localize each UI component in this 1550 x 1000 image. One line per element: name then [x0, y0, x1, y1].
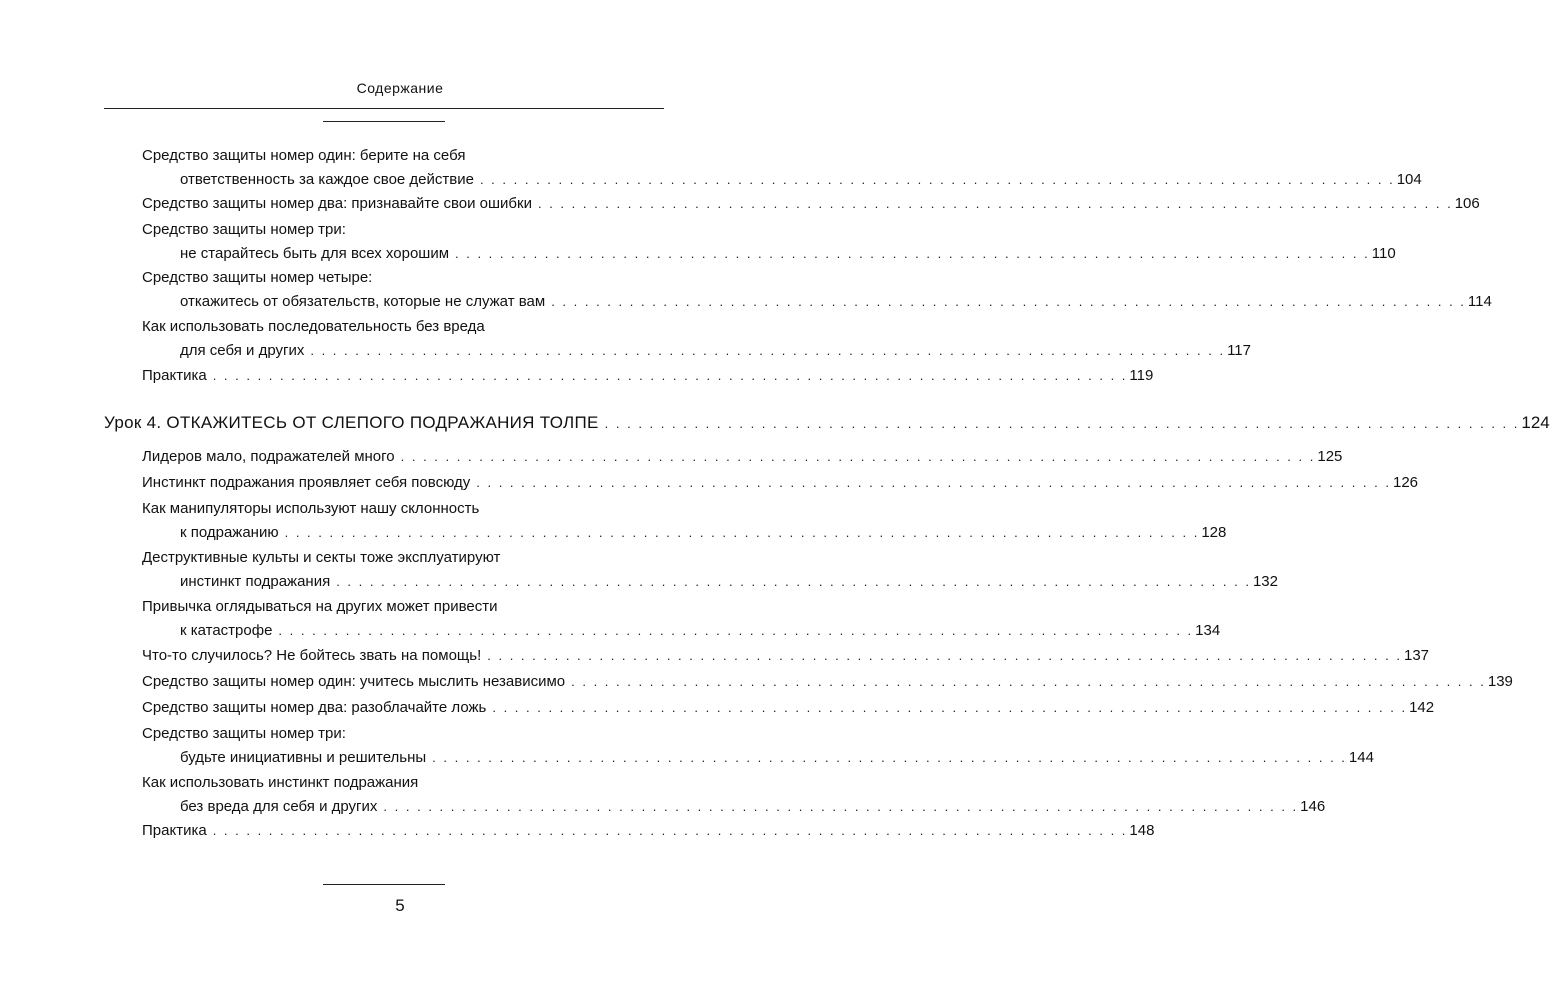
lesson-title: Урок 4. ОТКАЖИТЕСЬ ОТ СЛЕПОГО ПОДРАЖАНИЯ ТОЛПЕ [104, 413, 599, 432]
toc-page-number: 148 [1129, 822, 1155, 839]
toc-entry-line-last [142, 339, 1251, 363]
header-short-rule [323, 121, 445, 122]
toc-entry [142, 315, 1251, 363]
toc-page-number: 114 [1467, 293, 1492, 310]
running-head: Содержание [356, 80, 444, 96]
toc-entry-line: Как использовать инстинкт подражания [142, 774, 419, 791]
toc-entry-text: Что-то случилось? Не бойтесь звать на помощь! [142, 647, 482, 664]
toc-entry [142, 644, 1430, 668]
toc-entry-text: к подражанию [180, 524, 279, 541]
header-rule [104, 108, 664, 109]
toc-entry-line-last [142, 290, 1492, 314]
toc-entry-line: Как использовать последовательность без вреда [142, 318, 485, 335]
toc-entry-line-last [142, 795, 1326, 819]
lesson-heading-line [104, 411, 1550, 435]
footer-rule [323, 884, 445, 885]
toc-entry-line: Привычка оглядываться на других может привести [142, 598, 498, 615]
toc-entry [142, 144, 1422, 192]
leader-dots: . . . . . . . . . . . . . . . . . . . . . . . . . . . . . . . . . . . . . . . . . . . . . . . . . . . . . . . . . . . . . . . . . . . . . . . . . . . . . . . . . . [212, 823, 1128, 838]
toc-entry [142, 192, 1480, 216]
leader-dots: . . . . . . . . . . . . . . . . . . . . . . . . . . . . . . . . . . . . . . . . . . . . . . . . . . . . . . . . . . . . . . . . . . . . . . . . . . . . . . . . . . [432, 750, 1347, 765]
page-number: 5 [395, 896, 405, 915]
leader-dots: . . . . . . . . . . . . . . . . . . . . . . . . . . . . . . . . . . . . . . . . . . . . . . . . . . . . . . . . . . . . . . . . . . . . . . . . . . . . . . . . . . [400, 449, 1316, 464]
leader-dots: . . . . . . . . . . . . . . . . . . . . . . . . . . . . . . . . . . . . . . . . . . . . . . . . . . . . . . . . . . . . . . . . . . . . . . . . . . . . . . . . . . [476, 475, 1391, 490]
toc-entry-line: Как манипуляторы используют нашу склонность [142, 500, 480, 517]
toc-page-number: 144 [1348, 749, 1374, 766]
toc-entry-line-last [142, 445, 1343, 469]
toc-entry-text: для себя и других [180, 342, 305, 359]
toc-entry-text: Средство защиты номер два: признавайте свои ошибки [142, 195, 532, 212]
toc-entry-line: Средство защиты номер три: [142, 725, 346, 742]
toc-entry [142, 696, 1435, 720]
toc-entry-line-last [142, 570, 1278, 594]
toc-page-number: 117 [1227, 342, 1251, 359]
toc-entry-text: Средство защиты номер два: разоблачайте ложь [142, 699, 487, 716]
leader-dots: . . . . . . . . . . . . . . . . . . . . . . . . . . . . . . . . . . . . . . . . . . . . . . . . . . . . . . . . . . . . . . . . . . . . . . . . . . . . . . . . . . [604, 416, 1520, 431]
toc-entry-line-last [142, 696, 1435, 720]
lesson-page-number: 124 [1521, 413, 1550, 432]
toc-entry [142, 670, 1513, 694]
leader-dots: . . . . . . . . . . . . . . . . . . . . . . . . . . . . . . . . . . . . . . . . . . . . . . . . . . . . . . . . . . . . . . . . . . . . . . . . . . . . . . . . . . [278, 623, 1194, 638]
leader-dots: . . . . . . . . . . . . . . . . . . . . . . . . . . . . . . . . . . . . . . . . . . . . . . . . . . . . . . . . . . . . . . . . . . . . . . . . . . . . . . . . . . [492, 700, 1408, 715]
leader-dots: . . . . . . . . . . . . . . . . . . . . . . . . . . . . . . . . . . . . . . . . . . . . . . . . . . . . . . . . . . . . . . . . . . . . . . . . . . . . . . . . . . [571, 674, 1486, 689]
toc-entry [142, 364, 1154, 388]
toc-entry-line-last [142, 168, 1422, 192]
toc-entry-line-last [142, 521, 1227, 545]
toc-entry-text: Средство защиты номер один: учитесь мыслить независимо [142, 673, 566, 690]
lesson-heading [104, 411, 1550, 435]
toc-entry-text: Лидеров мало, подражателей много [142, 448, 395, 465]
toc-page-number: 110 [1371, 245, 1396, 262]
toc-page-number: 128 [1201, 524, 1227, 541]
toc-entry [142, 819, 1155, 843]
toc-entry-text: к катастрофе [180, 622, 273, 639]
toc-entry-line: Средство защиты номер четыре: [142, 269, 373, 286]
toc-entry-text: Практика [142, 822, 207, 839]
toc-entry-text: Инстинкт подражания проявляет себя повсюду [142, 474, 471, 491]
toc-entry [142, 445, 1343, 469]
toc-page-number: 125 [1317, 448, 1343, 465]
toc-page-number: 142 [1409, 699, 1435, 716]
leader-dots: . . . . . . . . . . . . . . . . . . . . . . . . . . . . . . . . . . . . . . . . . . . . . . . . . . . . . . . . . . . . . . . . . . . . . . . . . . . . . . . . . . [551, 294, 1466, 309]
toc-entry-line: Деструктивные культы и секты тоже эксплуатируют [142, 549, 501, 566]
leader-dots: . . . . . . . . . . . . . . . . . . . . . . . . . . . . . . . . . . . . . . . . . . . . . . . . . . . . . . . . . . . . . . . . . . . . . . . . . . . . . . . . . . [212, 368, 1128, 383]
leader-dots: . . . . . . . . . . . . . . . . . . . . . . . . . . . . . . . . . . . . . . . . . . . . . . . . . . . . . . . . . . . . . . . . . . . . . . . . . . . . . . . . . . [336, 574, 1251, 589]
toc-entry-text: будьте инициативны и решительны [180, 749, 427, 766]
toc-entry [142, 595, 1221, 643]
leader-dots: . . . . . . . . . . . . . . . . . . . . . . . . . . . . . . . . . . . . . . . . . . . . . . . . . . . . . . . . . . . . . . . . . . . . . . . . . . . . . . . . . . [310, 343, 1226, 358]
leader-dots: . . . . . . . . . . . . . . . . . . . . . . . . . . . . . . . . . . . . . . . . . . . . . . . . . . . . . . . . . . . . . . . . . . . . . . . . . . . . . . . . . . [383, 799, 1299, 814]
toc-entry [142, 266, 1492, 314]
toc-entry [142, 722, 1374, 770]
toc-entry-line-last [142, 619, 1221, 643]
toc-entry-line-last [142, 192, 1480, 216]
leader-dots: . . . . . . . . . . . . . . . . . . . . . . . . . . . . . . . . . . . . . . . . . . . . . . . . . . . . . . . . . . . . . . . . . . . . . . . . . . . . . . . . . . [537, 196, 1453, 211]
leader-dots: . . . . . . . . . . . . . . . . . . . . . . . . . . . . . . . . . . . . . . . . . . . . . . . . . . . . . . . . . . . . . . . . . . . . . . . . . . . . . . . . . . [455, 246, 1370, 261]
leader-dots: . . . . . . . . . . . . . . . . . . . . . . . . . . . . . . . . . . . . . . . . . . . . . . . . . . . . . . . . . . . . . . . . . . . . . . . . . . . . . . . . . . [284, 525, 1200, 540]
toc-entry-line-last [142, 819, 1155, 843]
toc-page-number: 126 [1392, 474, 1419, 491]
toc-entry-line-last [142, 242, 1396, 266]
toc-entry-text: инстинкт подражания [180, 573, 331, 590]
toc-entry-line-last [142, 471, 1419, 495]
toc-entry [142, 771, 1326, 819]
toc-entry-text: без вреда для себя и других [180, 798, 378, 815]
toc-page-number: 119 [1129, 367, 1154, 384]
toc-entry-line-last [142, 670, 1513, 694]
toc-page-number: 104 [1396, 171, 1422, 188]
toc-page-number: 137 [1403, 647, 1430, 664]
toc-entry [142, 497, 1227, 545]
toc-entry-line-last [142, 364, 1154, 388]
toc-entry [142, 546, 1278, 594]
toc-entry-line: Средство защиты номер один: берите на себя [142, 147, 466, 164]
leader-dots: . . . . . . . . . . . . . . . . . . . . . . . . . . . . . . . . . . . . . . . . . . . . . . . . . . . . . . . . . . . . . . . . . . . . . . . . . . . . . . . . . . [479, 172, 1395, 187]
toc-entry-text: Практика [142, 367, 207, 384]
toc-page-number: 139 [1487, 673, 1513, 690]
leader-dots: . . . . . . . . . . . . . . . . . . . . . . . . . . . . . . . . . . . . . . . . . . . . . . . . . . . . . . . . . . . . . . . . . . . . . . . . . . . . . . . . . . [487, 648, 1402, 663]
toc-entry [142, 471, 1419, 495]
toc-entry [142, 218, 1396, 266]
toc-page-number: 132 [1252, 573, 1278, 590]
toc-entry-text: откажитесь от обязательств, которые не служат вам [180, 293, 546, 310]
toc-page-number: 134 [1195, 622, 1221, 639]
toc-entry-line: Средство защиты номер три: [142, 221, 346, 238]
toc-entry-text: ответственность за каждое свое действие [180, 171, 474, 188]
toc-entry-line-last [142, 644, 1430, 668]
toc-entry-line-last [142, 746, 1374, 770]
toc-page-number: 146 [1300, 798, 1326, 815]
toc-entry-text: не старайтесь быть для всех хорошим [180, 245, 450, 262]
toc-page-number: 106 [1454, 195, 1480, 212]
